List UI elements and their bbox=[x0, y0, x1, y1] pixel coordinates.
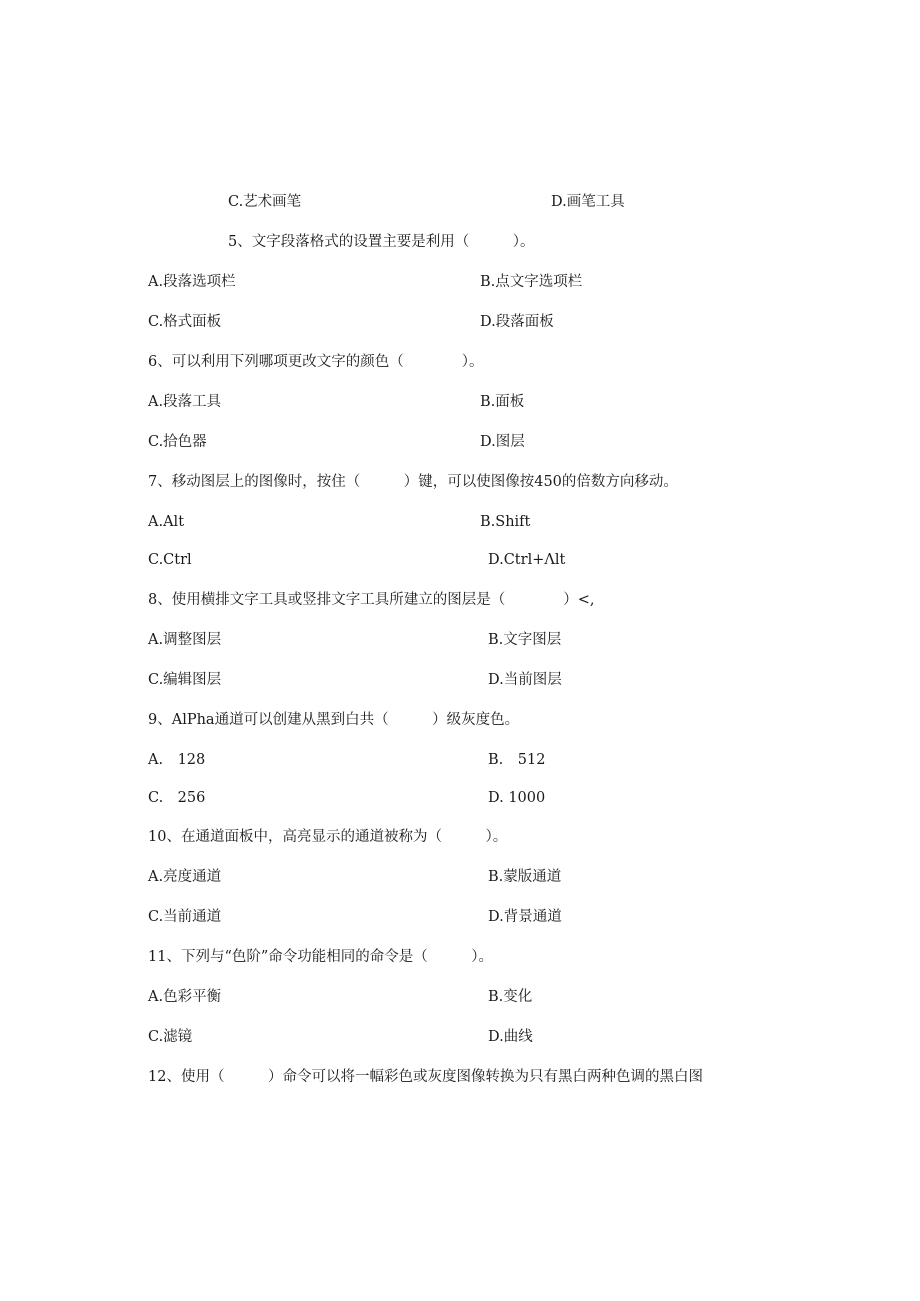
q5-option-b: B.点文字选项栏 bbox=[480, 274, 583, 290]
q9-option-c: C. 256 bbox=[148, 790, 206, 806]
q5-option-c: C.格式面板 bbox=[148, 314, 222, 330]
q5-option-a: A.段落选项栏 bbox=[148, 274, 236, 290]
q8-option-b: B.文字图层 bbox=[488, 632, 562, 648]
q8-option-d: D.当前图层 bbox=[488, 672, 562, 688]
q7-option-b: B.Shift bbox=[480, 514, 531, 530]
q10-option-d: D.背景通道 bbox=[488, 909, 562, 925]
q10-option-c: C.当前通道 bbox=[148, 909, 222, 925]
q9-option-d: D. 1000 bbox=[488, 790, 546, 806]
q6-option-b: B.面板 bbox=[480, 394, 525, 410]
q6-option-c: C.拾色器 bbox=[148, 434, 207, 450]
q8-option-a: A.调整图层 bbox=[148, 632, 222, 648]
question-5: 5、文字段落格式的设置主要是利用（ ）。 bbox=[228, 234, 535, 250]
question-7: 7、移动图层上的图像时，按住（ ）键，可以使图像按450的倍数方向移动。 bbox=[148, 474, 678, 490]
q6-option-d: D.图层 bbox=[480, 434, 525, 450]
question-9: 9、AlPha通道可以创建从黑到白共（ ）级灰度色。 bbox=[148, 712, 520, 728]
question-11: 11、下列与“色阶”命令功能相同的命令是（ ）。 bbox=[148, 949, 494, 965]
question-8: 8、使用横排文字工具或竖排文字工具所建立的图层是（ ）<, bbox=[148, 592, 595, 608]
q11-option-d: D.曲线 bbox=[488, 1029, 533, 1045]
q6-option-a: A.段落工具 bbox=[148, 394, 222, 410]
q11-option-c: C.滤镜 bbox=[148, 1029, 193, 1045]
question-10: 10、在通道面板中，高亮显示的通道被称为（ ）。 bbox=[148, 829, 508, 845]
q11-option-a: A.色彩平衡 bbox=[148, 989, 222, 1005]
q7-option-c: C.Ctrl bbox=[148, 552, 192, 568]
q10-option-b: B.蒙版通道 bbox=[488, 869, 562, 885]
q10-option-a: A.亮度通道 bbox=[148, 869, 222, 885]
q7-option-a: A.Alt bbox=[148, 514, 185, 530]
q9-option-b: B. 512 bbox=[488, 752, 546, 768]
q9-option-a: A. 128 bbox=[148, 752, 206, 768]
q5-option-d: D.段落面板 bbox=[480, 314, 554, 330]
question-6: 6、可以利用下列哪项更改文字的颜色（ ）。 bbox=[148, 354, 484, 370]
q11-option-b: B.变化 bbox=[488, 989, 533, 1005]
option-d-brush-tool: D.画笔工具 bbox=[551, 194, 625, 210]
question-12: 12、使用（ ）命令可以将一幅彩色或灰度图像转换为只有黑白两种色调的黑白图 bbox=[148, 1069, 703, 1085]
q8-option-c: C.编辑图层 bbox=[148, 672, 222, 688]
option-c-art-brush: C.艺术画笔 bbox=[228, 194, 302, 210]
q7-option-d: D.Ctrl+Λlt bbox=[488, 552, 566, 568]
